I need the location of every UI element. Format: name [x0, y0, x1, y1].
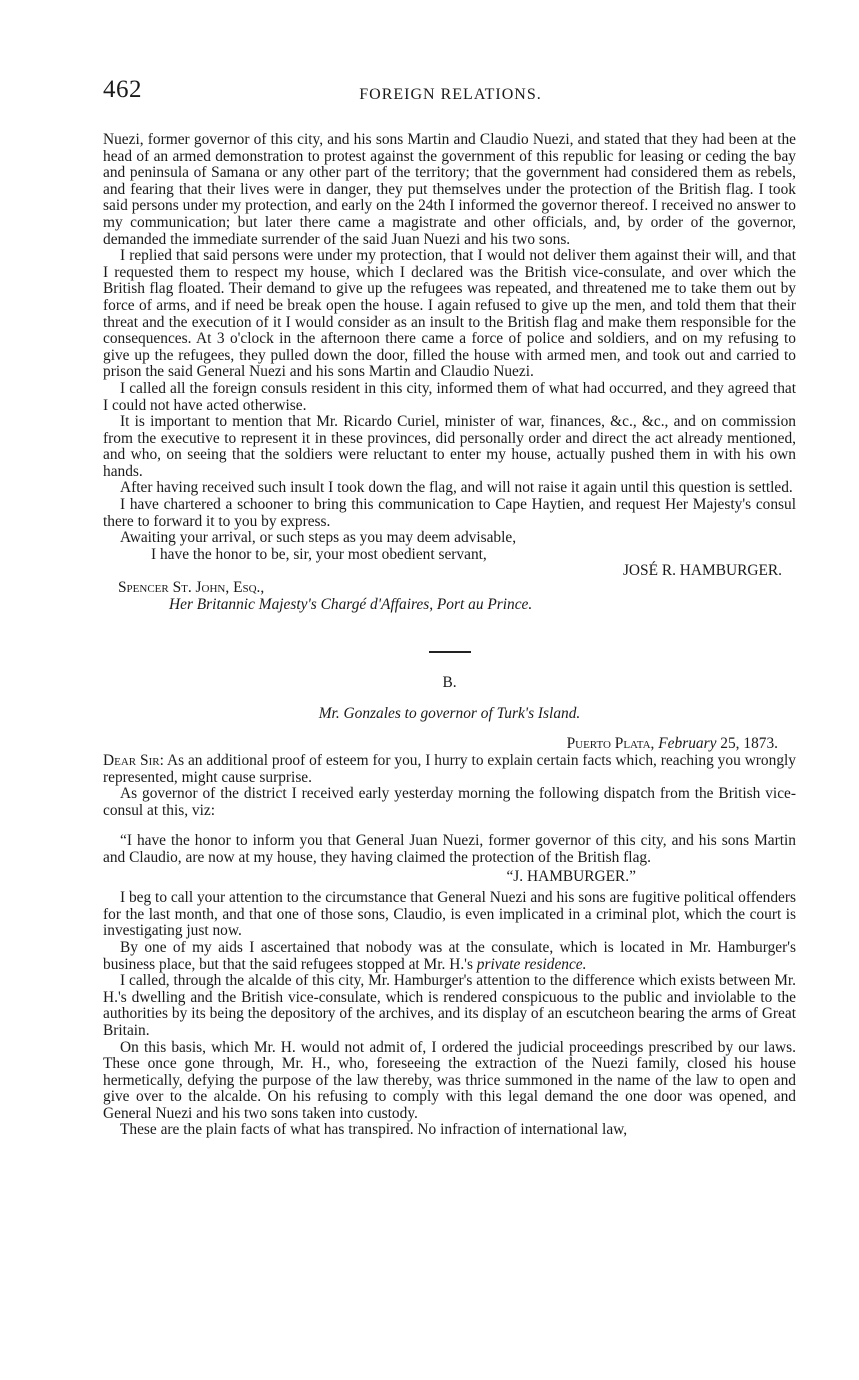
page-number: 462 — [103, 76, 142, 103]
letter-a-paragraph-3: I called all the foreign consuls resident in this city, informed them of what had occurred, and they agreed that I could not have acted otherwise. — [103, 379, 796, 414]
dateline-day-year: 25, 1873. — [720, 735, 778, 753]
quoted-dispatch-signature: “J. HAMBURGER.” — [506, 867, 636, 885]
letter-b-paragraph-1 — [103, 753, 796, 786]
section-divider — [429, 651, 471, 654]
salutation: Dear Sir: — [103, 752, 164, 769]
letter-a-addressee-title: Her Britannic Majesty's Chargé d'Affaires, Port au Prince. — [169, 595, 533, 613]
quoted-dispatch: “I have the honor to inform you that General Juan Nuezi, former governor of this city, and his sons Martin and Claudio, are now at my house, they having claimed the protection of the British flag. — [103, 832, 796, 866]
section-letter: B. — [442, 674, 457, 692]
letter-b-paragraph-4-italic: private residence. — [476, 955, 587, 973]
page-body — [103, 132, 796, 1139]
letter-a-signature: JOSÉ R. HAMBURGER. — [622, 562, 782, 580]
letter-a-paragraph-7: Awaiting your arrival, or such steps as you may deem advisable, — [120, 529, 517, 547]
letter-b-paragraph-3: I beg to call your attention to the circumstance that General Nuezi and his sons are fugitive political offenders for the last month, and that one of those sons, Claudio, is even implicated in a criminal plot, which the court is investigating just now. — [103, 889, 796, 940]
letter-a-paragraph-1: Nuezi, former governor of this city, and his sons Martin and Claudio Nuezi, and stated that they had been at the head of an armed demonstration to protest against the government of this republic for leasing or ceding the bay and peninsula of Samana or any other part of the territory; that the government had considered them as rebels, and fearing that their lives were in danger, they put themselves under the protection of the British flag. I took said persons under my protection, and early on the 24th I informed the governor thereof. I received no answer to my communication; but later there came a magistrate and other officials, and, by order of the governor, demanded the immediate surrender of the said Juan Nuezi and his two sons. — [103, 131, 796, 248]
letter-b-paragraph-2: As governor of the district I received early yesterday morning the following dispatch from the British vice-consul at this, viz: — [103, 785, 796, 819]
letter-b-paragraph-7: These are the plain facts of what has transpired. No infraction of international law, — [120, 1121, 628, 1139]
section-title: Mr. Gonzales to governor of Turk's Island. — [318, 704, 581, 722]
letter-b-paragraph-1-text: As an additional proof of esteem for you, I hurry to explain certain facts which, reaching you wrongly represented, might cause surprise. — [103, 752, 796, 786]
dateline-place: Puerto Plata, — [566, 735, 655, 753]
letter-b-paragraph-5: I called, through the alcalde of this city, Mr. Hamburger's attention to the difference which exists between Mr. H.'s dwelling and the British vice-consulate, which is rendered conspicuous to the public and inviolable to the authorities by its being the depository of the archives, and its display of an escutcheon bearing the arms of Great Britain. — [103, 972, 796, 1039]
page-header — [103, 76, 798, 112]
letter-a-paragraph-6: I have chartered a schooner to bring this communication to Cape Haytien, and request Her Majesty's consul there to forward it to you by express. — [103, 496, 796, 530]
letter-a-closing: I have the honor to be, sir, your most obedient servant, — [151, 545, 487, 563]
letter-b-paragraph-6: On this basis, which Mr. H. would not admit of, I ordered the judicial proceedings prescribed by our laws. These once gone through, Mr. H., who, foreseeing the extraction of the Nuezi family, closed his house hermetically, defying the purpose of the law thereby, was thrice summoned in the name of the law to open and give over to the alcalde. On his refusing to comply with this legal demand the one door was opened, and General Nuezi and his two sons taken into custody. — [103, 1038, 796, 1122]
dateline-month: February — [658, 735, 717, 753]
letter-b-paragraph-4-text: By one of my aids I ascertained that nobody was at the consulate, which is located in Mr. Hamburger's business place, but that the said refugees stopped at Mr. H.'s — [103, 938, 796, 973]
running-head: FOREIGN RELATIONS. — [359, 86, 542, 103]
letter-a-addressee-name: Spencer St. John, Esq., — [118, 579, 265, 597]
letter-b-paragraph-4 — [103, 940, 796, 973]
letter-a-paragraph-2: I replied that said persons were under my protection, that I would not deliver them against their will, and that I requested them to respect my house, which I declared was the British vice-consulate, and over which the British flag floated. Their demand to give up the refugees was repeated, and threatened me to take them out by force of arms, and if need be break open the house. I again refused to give up the men, and told them that their threat and the execution of it I would consider as an insult to the British flag and make them responsible for the consequences. At 3 o'clock in the afternoon there came a force of police and soldiers, and on my refusing to give up the refugees, they pulled down the door, filled the house with armed men, and took out and carried to prison the said General Nuezi and his sons Martin and Claudio Nuezi. — [103, 247, 796, 381]
letter-a-paragraph-5: After having received such insult I took down the flag, and will not raise it again until this question is settled. — [120, 479, 793, 497]
dateline — [103, 736, 796, 753]
letter-a-paragraph-4: It is important to mention that Mr. Ricardo Curiel, minister of war, finances, &c., &c., and on commission from the executive to represent it in these provinces, did personally order and direct the act already mentioned, and who, on seeing that the soldiers were reluctant to enter my house, actually pushed them in with his own hands. — [103, 413, 796, 480]
